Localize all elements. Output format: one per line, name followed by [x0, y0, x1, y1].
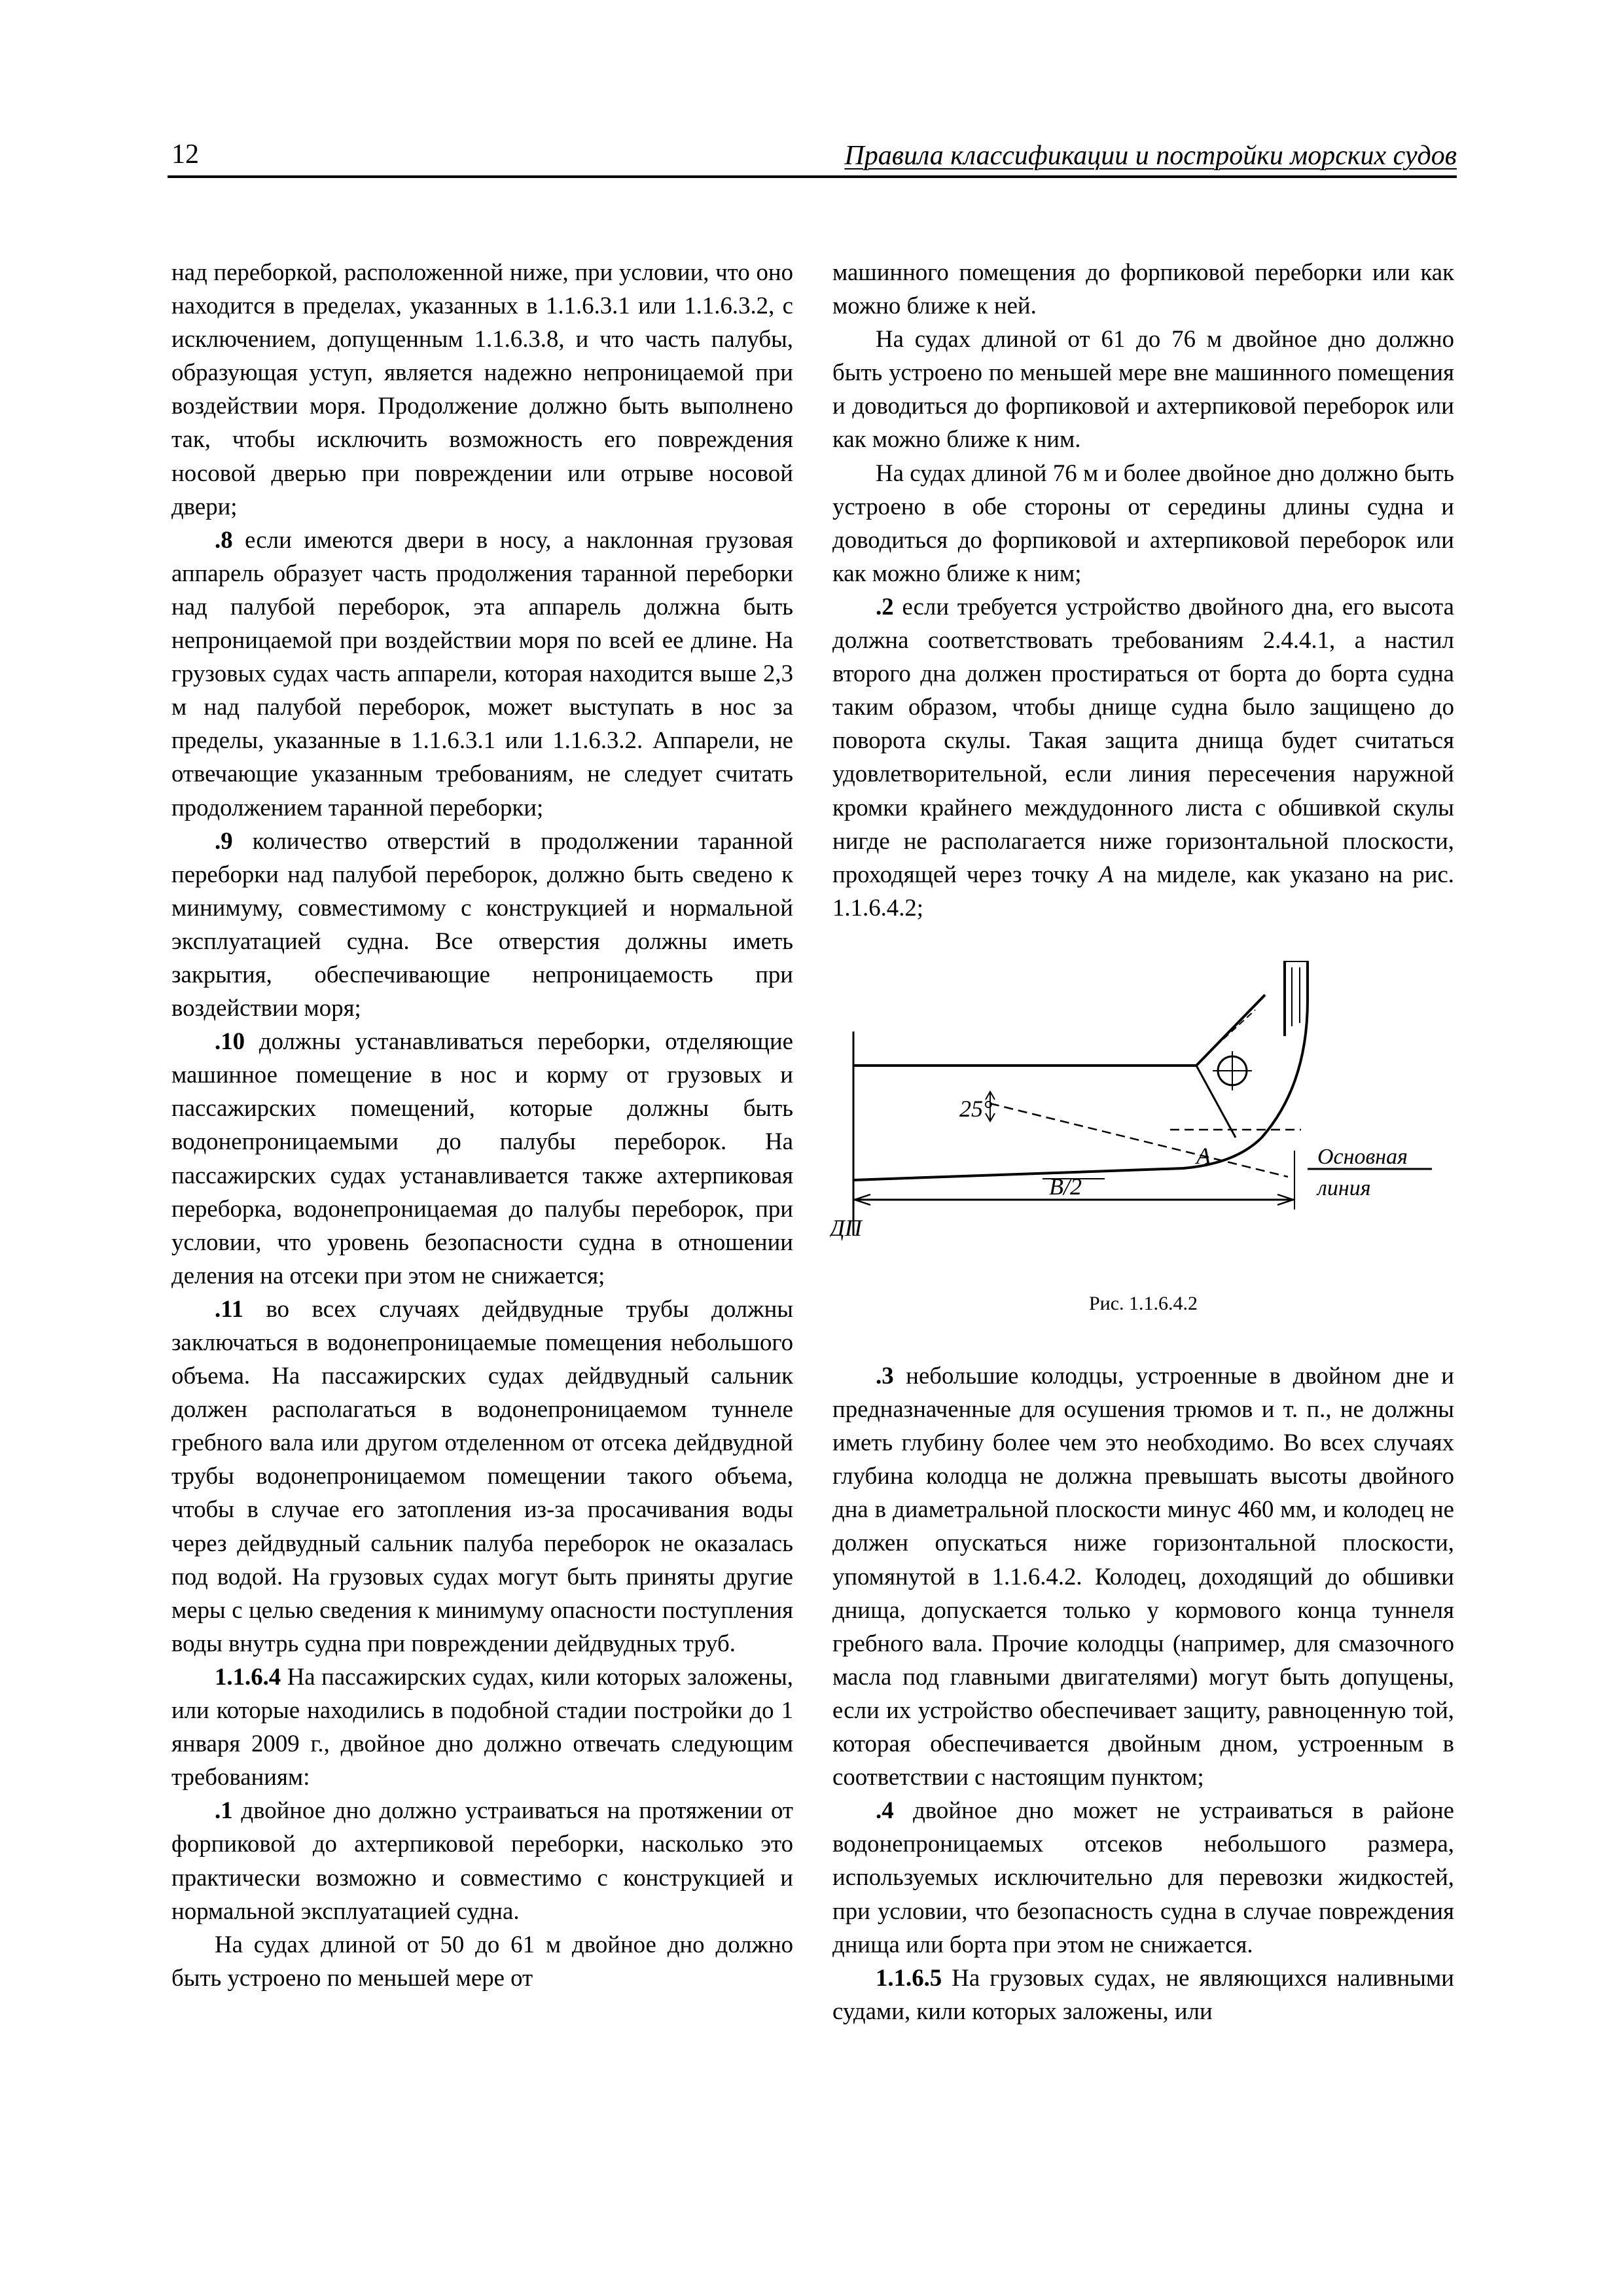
clause-number: 1.1.6.4: [215, 1662, 281, 1690]
clause-number: .2: [876, 592, 894, 620]
paragraph-text: над переборкой, расположенной ниже, при условии, что оно находится в пределах, указанных в 1.1.6.3.1 или 1.1.6.3.2, с исключением, допущенным 1.1.6.3.8, и что часть палубы, образующая уступ, является надежно непроницаемой при воздействии моря. Продолжение должно быть выполнено так, чтобы исключить возможность его повреждения носовой дверью при повреждении или отрыве носовой двери;: [171, 259, 793, 520]
paragraph: [171, 1928, 793, 1994]
paragraph-text: количество отверстий в продолжении таранной переборки над палубой переборок, должно быть сведено к минимуму, совместимому с конструкцией и нормальной эксплуатацией судна. Все отверстия должны иметь закрытия, обеспечивающие непроницаемость при воздействии моря;: [171, 827, 793, 1022]
paragraph: [171, 824, 793, 1025]
paragraph: [832, 1359, 1454, 1793]
clause-number: .8: [215, 526, 233, 553]
italic-term: A: [1098, 860, 1114, 888]
right-text-column-bottom: [832, 1359, 1454, 2028]
paragraph: [832, 590, 1454, 924]
clause-number: .11: [215, 1295, 243, 1322]
paragraph-text: машинного помещения до форпиковой переборки или как можно ближе к ней.: [832, 259, 1454, 319]
frame-hatching: [1292, 967, 1300, 1026]
paragraph: [171, 523, 793, 824]
paragraph: [171, 1660, 793, 1793]
paragraph-text: На судах длиной от 61 до 76 м двойное дно должно быть устроено по меньшей мере вне машинного помещения и доводиться до форпиковой и ахтерпиковой переборок или как можно ближе к ним.: [832, 325, 1454, 453]
paragraph: [832, 1961, 1454, 2028]
page-header: [168, 135, 1457, 178]
twentyfive-degree-line: [990, 1103, 1288, 1177]
paragraph: [832, 456, 1454, 590]
running-title: Правила классификации и постройки морских судов: [844, 141, 1457, 171]
paragraph-text: если имеются двери в носу, а наклонная грузовая аппарель образует часть продолжения таранной переборки над палубой переборок, эта аппарель должна быть непроницаемой при воздействии моря по всей ее длине. На грузовых судах часть аппарели, которая находится выше 2,3 м над палубой переборок, может выступать в нос за пределы, указанные в 1.1.6.3.1 или 1.1.6.3.2. Аппарели, не отвечающие указанным требованиям, не следует считать продолжением таранной переборки;: [171, 526, 793, 821]
baseline-label-line2: линия: [1317, 1176, 1371, 1200]
paragraph-text: во всех случаях дейдвудные трубы должны заключаться в водонепроницаемые помещения небольшого объема. На пассажирских судах дейдвудный сальник должен располагаться в водонепроницаемом туннеле гребного вала или другом отделенном от отсека дейдвудной трубы водонепроницаемом помещении такого объема, чтобы в случае его затопления из-за просачивания воды через дейдвудный сальник палуба переборок не оказалась под водой. На грузовых судах могут быть приняты другие меры с целью сведения к минимуму опасности поступления воды внутрь судна при повреждении дейдвудных труб.: [171, 1295, 793, 1657]
centerline-label: ДП: [830, 1215, 862, 1241]
margin-plate-lower-line: [1196, 1066, 1236, 1138]
right-text-column-top: [832, 255, 1454, 924]
clause-number: .3: [876, 1362, 894, 1389]
figure-double-bottom: [830, 961, 1458, 1288]
paragraph: [171, 255, 793, 523]
paragraph: [832, 1793, 1454, 1960]
paragraph-text: если требуется устройство двойного дна, его высота должна соответствовать требованиям 2.4.4.1, а настил второго дна должен простираться от борта до борта судна таким образом, чтобы днище судна было защищено до поворота скулы. Такая защита днища будет считаться удовлетворительной, если линия пересечения наружной кромки крайнего междудонного листа с обшивкой скулы нигде не располагается ниже горизонтальной плоскости, проходящей через точку: [832, 592, 1454, 888]
paragraph-text: на миделе, как указано на рис. 1.1.6.4.2;: [832, 860, 1454, 921]
point-a-label: A: [1196, 1143, 1211, 1169]
clause-number: .9: [215, 827, 233, 854]
paragraph: [832, 255, 1454, 322]
paragraph-text: На судах длиной 76 м и более двойное дно должно быть устроено в обе стороны от середины длины судна и доводиться до форпиковой и ахтерпиковой переборок или как можно ближе к ним;: [832, 459, 1454, 586]
paragraph-text: На судах длиной от 50 до 61 м двойное дно должно быть устроено по меньшей мере от: [171, 1930, 793, 1991]
clause-number: .1: [215, 1797, 233, 1824]
figure-caption: Рис. 1.1.6.4.2: [1088, 1293, 1198, 1314]
paragraph: [171, 1024, 793, 1292]
paragraph: [171, 1292, 793, 1660]
paragraph-text: На пассажирских судах, кили которых заложены, или которые находились в подобной стадии постройки до 1 января 2009 г., двойное дно должно отвечать следующим требованиям:: [171, 1662, 793, 1791]
paragraph: [832, 322, 1454, 456]
paragraph-text: небольшие колодцы, устроенные в двойном дне и предназначенные для осушения трюмов и т. п., не должны иметь глубину более чем это необходимо. Во всех случаях глубина колодца не должна превышать высоты двойного дна в диаметральной плоскости минус 460 мм, и колодец не должен опускаться ниже горизонтальной плоскости, упомянутой в 1.1.6.4.2. Колодец, доходящий до обшивки днища, допускается только у кормового конца туннеля гребного вала. Прочие колодцы (например, для смазочного масла под главными двигателями) могут быть допущены, если их устройство обеспечивает защиту, равноценную той, которая обеспечивается двойным дном, устроенным в соответствии с настоящим пунктом;: [832, 1362, 1454, 1791]
paragraph-text: двойное дно должно устраиваться на протяжении от форпиковой до ахтерпиковой переборки, насколько это практически возможно и совместимо с конструкцией и нормальной эксплуатацией судна.: [171, 1797, 793, 1924]
angle-label: 25°: [959, 1096, 993, 1122]
page-number: 12: [171, 139, 199, 170]
left-text-column: [171, 255, 793, 1994]
margin-plate-line: [1196, 995, 1265, 1066]
paragraph: [171, 1793, 793, 1927]
baseline-label-line1: Основная: [1317, 1145, 1408, 1169]
paragraph-text: должны устанавливаться переборки, отделяющие машинное помещение в нос и корму от грузовых и пассажирских помещений, которые должны быть водонепроницаемыми до палубы переборок. На пассажирских судах устанавливается также ахтерпиковая переборка, водонепроницаемая до палубы переборок, при условии, что уровень безопасности судна в отношении деления на отсеки при этом не снижается;: [171, 1028, 793, 1289]
clause-number: 1.1.6.5: [876, 1964, 942, 1991]
paragraph-text: двойное дно может не устраиваться в районе водонепроницаемых отсеков небольшого размера, используемых исключительно для перевозки жидкостей, при условии, что безопасность судна в случае повреждения днища или борта при этом не снижается.: [832, 1797, 1454, 1958]
paragraph-text: На грузовых судах, не являющихся наливными судами, кили которых заложены, или: [832, 1964, 1454, 2024]
clause-number: .10: [215, 1028, 245, 1055]
clause-number: .4: [876, 1797, 894, 1824]
double-bottom-diagram: [830, 961, 1458, 1288]
half-breadth-label: B/2: [1049, 1174, 1082, 1200]
